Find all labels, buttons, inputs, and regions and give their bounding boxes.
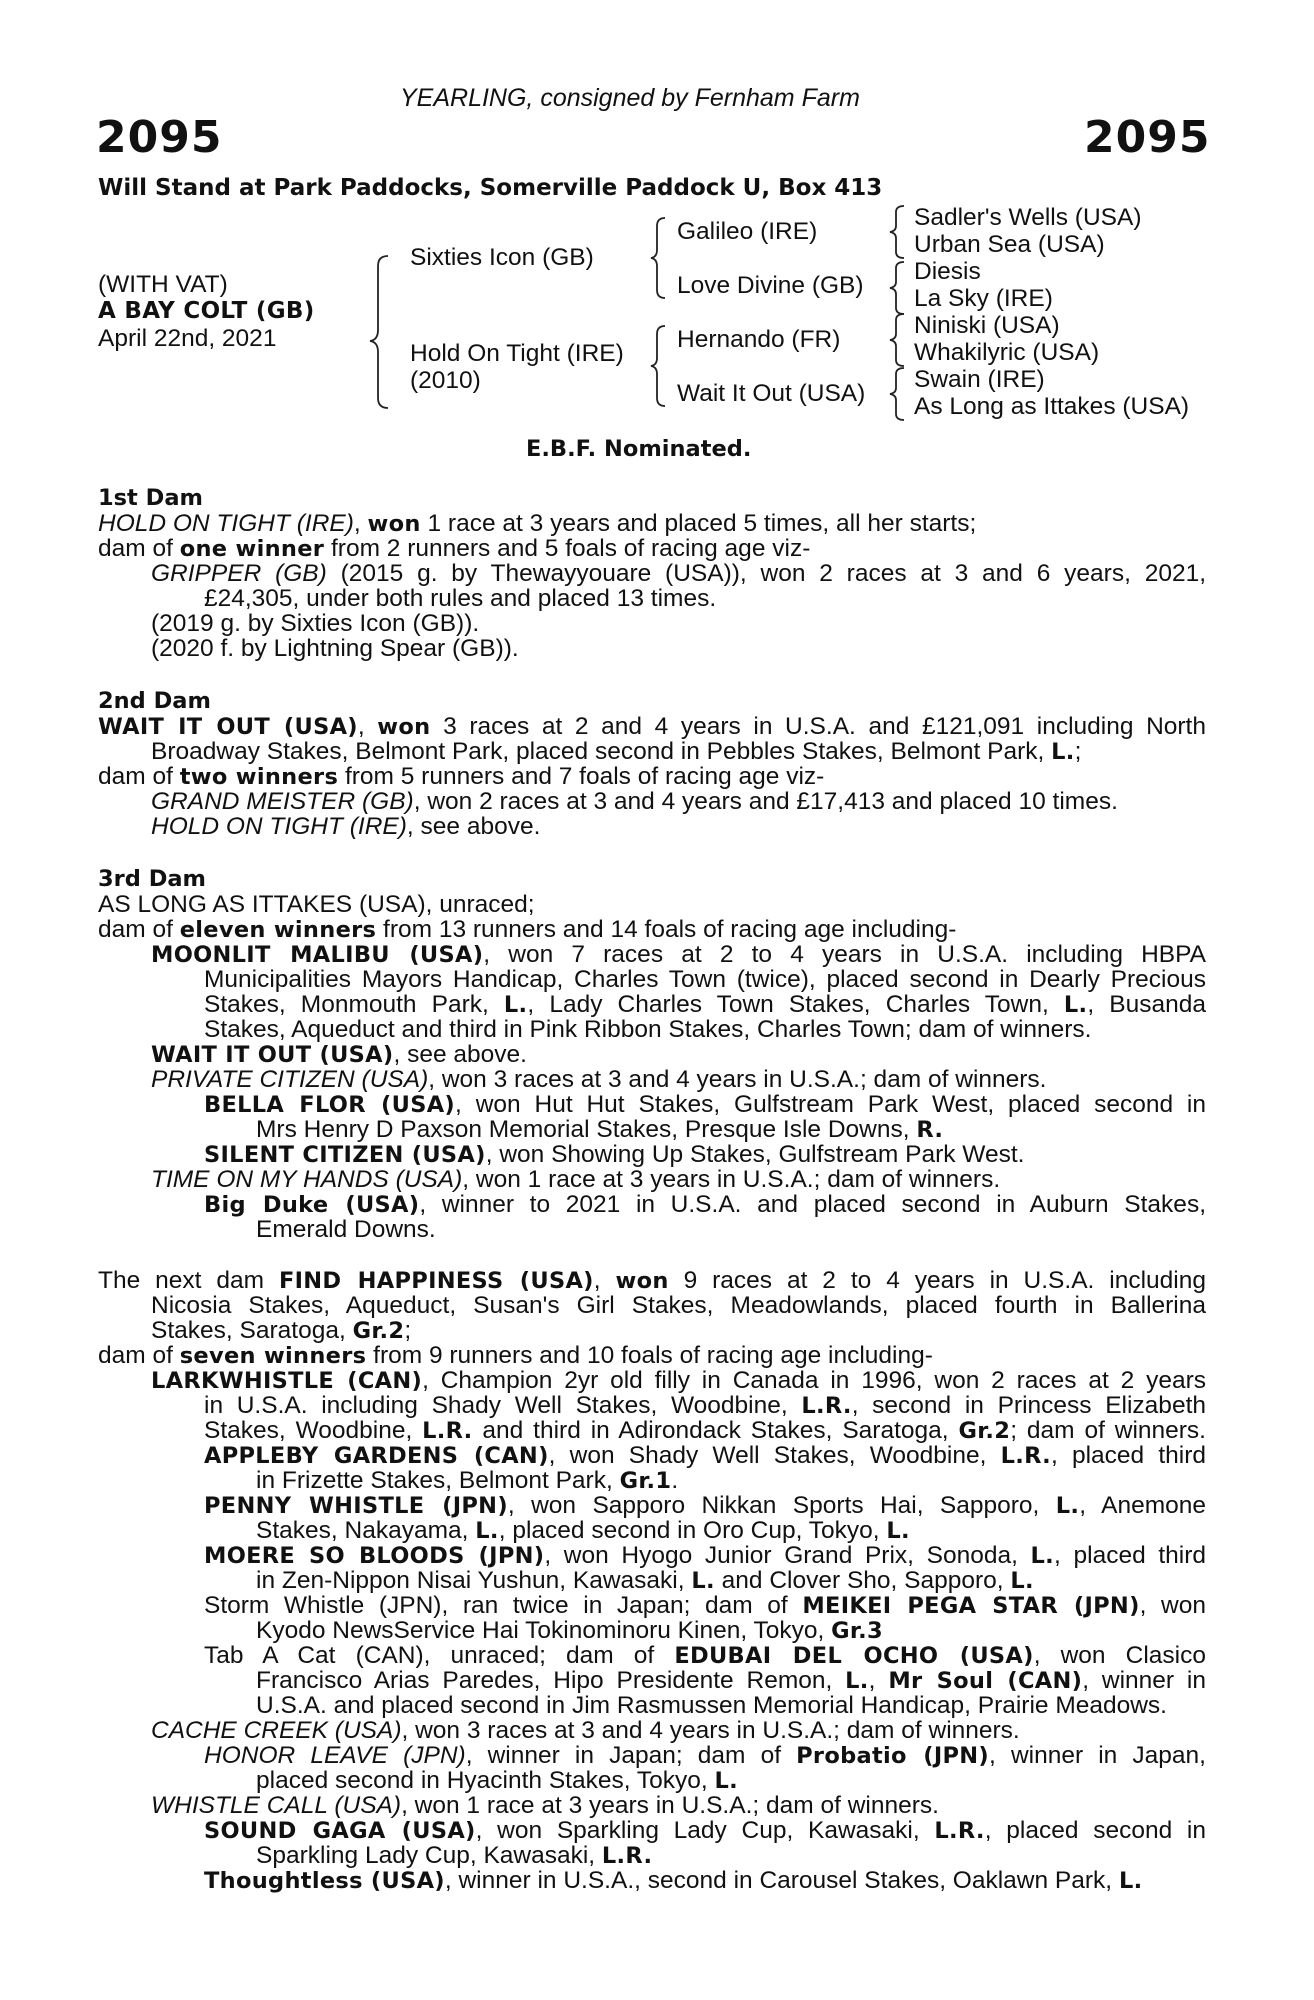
- produce-line: Sparkling Lady Cup, Kawasaki, L.R.: [256, 1842, 653, 1869]
- produce-line: Stakes, Nakayama, L., placed second in Oro Cup, Tokyo, L.: [256, 1517, 910, 1544]
- produce-line: Municipalities Mayors Handicap, Charles Town (twice), placed second in Dearly Precious: [204, 967, 1206, 993]
- produce-line: HOLD ON TIGHT (IRE), see above.: [151, 813, 541, 840]
- produce-line: GRIPPER (GB) (2015 g. by Thewayyouare (USA)), won 2 races at 3 and 6 years, 2021,: [151, 561, 1206, 587]
- produce-line: (2020 f. by Lightning Spear (GB)).: [151, 635, 519, 662]
- lot-number-left: 2095: [96, 112, 223, 163]
- produce-line: HONOR LEAVE (JPN), winner in Japan; dam of Probatio (JPN), winner in Japan,: [204, 1743, 1206, 1769]
- produce-line: Emerald Downs.: [256, 1216, 436, 1243]
- produce-line: in U.S.A. including Shady Well Stakes, Woodbine, L.R., second in Princess Elizabeth: [204, 1393, 1206, 1419]
- vat-note: (WITH VAT): [98, 271, 228, 298]
- dam-year: (2010): [410, 367, 481, 394]
- produce-line: SOUND GAGA (USA), won Sparkling Lady Cup, Kawasaki, L.R., placed second in: [204, 1818, 1206, 1844]
- dam-sire: Hernando (FR): [677, 326, 841, 353]
- first-dam-record: HOLD ON TIGHT (IRE), won 1 race at 3 years and placed 5 times, all her starts;: [98, 510, 977, 537]
- third-dam-record: AS LONG AS ITTAKES (USA), unraced;: [98, 891, 535, 918]
- sire-sire-sire: Sadler's Wells (USA): [914, 204, 1142, 231]
- dam-dam-dam: As Long as Ittakes (USA): [914, 393, 1190, 420]
- first-dam-heading: 1st Dam: [98, 485, 203, 511]
- second-dam-heading: 2nd Dam: [98, 688, 211, 714]
- produce-line: Stakes, Monmouth Park, L., Lady Charles Town Stakes, Charles Town, L., Busanda: [204, 992, 1206, 1018]
- dam-name: Hold On Tight (IRE): [410, 340, 624, 367]
- sire-dam: Love Divine (GB): [677, 272, 864, 299]
- produce-line: Tab A Cat (CAN), unraced; dam of EDUBAI DEL OCHO (USA), won Clasico: [204, 1643, 1206, 1669]
- produce-line: MOONLIT MALIBU (USA), won 7 races at 2 to 4 years in U.S.A. including HBPA: [151, 942, 1206, 968]
- horse-name: A BAY COLT (GB): [98, 298, 315, 324]
- ebf-nominated: E.B.F. Nominated.: [526, 436, 752, 462]
- third-dam-heading: 3rd Dam: [98, 866, 206, 892]
- first-dam-produce: dam of one winner from 2 runners and 5 foals of racing age viz-: [98, 535, 811, 562]
- next-dam-produce: dam of seven winners from 9 runners and 10 foals of racing age including-: [98, 1342, 933, 1369]
- produce-line: Thoughtless (USA), winner in U.S.A., second in Carousel Stakes, Oaklawn Park, L.: [204, 1867, 1143, 1894]
- produce-line: (2019 g. by Sixties Icon (GB)).: [151, 610, 480, 637]
- second-dam-record: Broadway Stakes, Belmont Park, placed second in Pebbles Stakes, Belmont Park, L.;: [151, 738, 1082, 765]
- sire-dam-dam: La Sky (IRE): [914, 285, 1053, 312]
- produce-line: WHISTLE CALL (USA), won 1 race at 3 years in U.S.A.; dam of winners.: [151, 1792, 939, 1819]
- produce-line: GRAND MEISTER (GB), won 2 races at 3 and 4 years and £17,413 and placed 10 times.: [151, 788, 1118, 815]
- produce-line: PENNY WHISTLE (JPN), won Sapporo Nikkan Sports Hai, Sapporo, L., Anemone: [204, 1493, 1206, 1519]
- sire-sire: Galileo (IRE): [677, 218, 818, 245]
- produce-line: LARKWHISTLE (CAN), Champion 2yr old filly in Canada in 1996, won 2 races at 2 years: [151, 1368, 1206, 1394]
- next-dam-record: Stakes, Saratoga, Gr.2;: [151, 1317, 412, 1344]
- horse-dob: April 22nd, 2021: [98, 325, 277, 352]
- stand-location: Will Stand at Park Paddocks, Somerville Paddock U, Box 413: [98, 175, 883, 201]
- second-dam-record: WAIT IT OUT (USA), won 3 races at 2 and 4 years in U.S.A. and £121,091 including North: [98, 714, 1206, 740]
- produce-line: Storm Whistle (JPN), ran twice in Japan; dam of MEIKEI PEGA STAR (JPN), won: [204, 1593, 1206, 1619]
- produce-line: U.S.A. and placed second in Jim Rasmussen Memorial Handicap, Prairie Meadows.: [256, 1692, 1167, 1719]
- second-dam-produce: dam of two winners from 5 runners and 7 foals of racing age viz-: [98, 763, 825, 790]
- produce-line: PRIVATE CITIZEN (USA), won 3 races at 3 and 4 years in U.S.A.; dam of winners.: [151, 1066, 1047, 1093]
- lot-number-right: 2095: [1084, 112, 1211, 163]
- sire-dam-sire: Diesis: [914, 258, 981, 285]
- produce-line: APPLEBY GARDENS (CAN), won Shady Well Stakes, Woodbine, L.R., placed third: [204, 1443, 1206, 1469]
- dam-sire-sire: Niniski (USA): [914, 312, 1060, 339]
- produce-line: BELLA FLOR (USA), won Hut Hut Stakes, Gulfstream Park West, placed second in: [204, 1092, 1206, 1118]
- produce-line: CACHE CREEK (USA), won 3 races at 3 and 4 years in U.S.A.; dam of winners.: [151, 1717, 1020, 1744]
- dam-sire-dam: Whakilyric (USA): [914, 339, 1100, 366]
- produce-line: in Zen-Nippon Nisai Yushun, Kawasaki, L. and Clover Sho, Sapporo, L.: [256, 1567, 1034, 1594]
- produce-line: Francisco Arias Paredes, Hipo Presidente Remon, L., Mr Soul (CAN), winner in: [256, 1668, 1206, 1694]
- produce-line: Kyodo NewsService Hai Tokinominoru Kinen, Tokyo, Gr.3: [256, 1617, 883, 1644]
- produce-line: in Frizette Stakes, Belmont Park, Gr.1.: [256, 1467, 679, 1494]
- third-dam-produce: dam of eleven winners from 13 runners and 14 foals of racing age including-: [98, 916, 957, 943]
- dam-dam-sire: Swain (IRE): [914, 366, 1045, 393]
- produce-line: Stakes, Aqueduct and third in Pink Ribbon Stakes, Charles Town; dam of winners.: [204, 1016, 1092, 1043]
- next-dam-record: Nicosia Stakes, Aqueduct, Susan's Girl Stakes, Meadowlands, placed fourth in Ballerina: [151, 1293, 1206, 1319]
- sire-sire-dam: Urban Sea (USA): [914, 231, 1105, 258]
- produce-line: placed second in Hyacinth Stakes, Tokyo, L.: [256, 1767, 739, 1794]
- produce-line: £24,305, under both rules and placed 13 times.: [204, 585, 717, 612]
- produce-line: Mrs Henry D Paxson Memorial Stakes, Presque Isle Downs, R.: [256, 1116, 944, 1143]
- consignor-line: YEARLING, consigned by Fernham Farm: [400, 84, 860, 112]
- produce-line: WAIT IT OUT (USA), see above.: [151, 1041, 527, 1068]
- produce-line: Big Duke (USA), winner to 2021 in U.S.A. and placed second in Auburn Stakes,: [204, 1192, 1206, 1218]
- next-dam-record: The next dam FIND HAPPINESS (USA), won 9 races at 2 to 4 years in U.S.A. including: [98, 1268, 1206, 1294]
- produce-line: TIME ON MY HANDS (USA), won 1 race at 3 years in U.S.A.; dam of winners.: [151, 1166, 1001, 1193]
- produce-line: MOERE SO BLOODS (JPN), won Hyogo Junior Grand Prix, Sonoda, L., placed third: [204, 1543, 1206, 1569]
- produce-line: SILENT CITIZEN (USA), won Showing Up Stakes, Gulfstream Park West.: [204, 1141, 1025, 1168]
- sire-name: Sixties Icon (GB): [410, 244, 594, 271]
- produce-line: Stakes, Woodbine, L.R. and third in Adirondack Stakes, Saratoga, Gr.2; dam of winners.: [204, 1418, 1206, 1444]
- dam-dam: Wait It Out (USA): [677, 380, 866, 407]
